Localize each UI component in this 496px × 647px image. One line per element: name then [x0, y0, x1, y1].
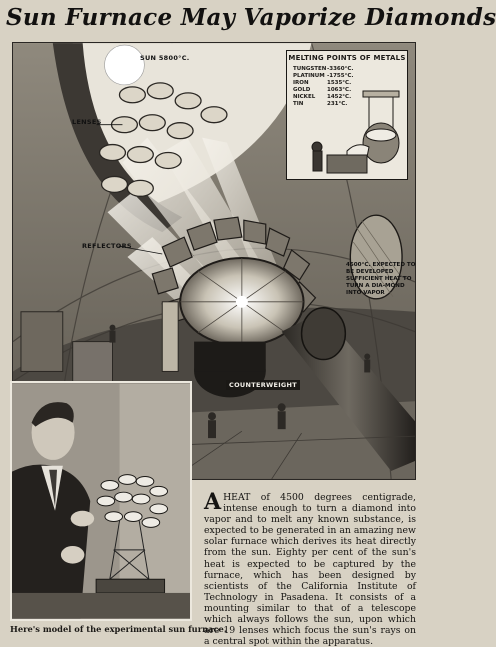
metal-row: NICKEL 1452°C. [293, 94, 352, 100]
metal-row: IRON 1535°C. [293, 80, 352, 86]
temperature-callout: 4500°C. EXPECTED TO BE DEVELOPED SUFFICIENT HEAT TO TURN A DIA-MOND INTO VAPOR [346, 262, 416, 296]
lenses-label: LENSES [72, 118, 102, 126]
drop-cap: A [204, 489, 222, 515]
page-headline: Sun Furnace May Vaporize Diamonds [6, 4, 496, 31]
model-photo [10, 381, 192, 621]
metal-row: GOLD 1063°C. [293, 87, 352, 93]
metal-row: PLATINUM -1755°C. [293, 73, 354, 79]
melting-points-title: MELTING POINTS OF METALS [288, 54, 406, 62]
article-text: HEAT of 4500 degrees centigrade, intense enough to turn a diamond into vapor and to melt any known substance, is expected to be generated in an amazing new solar furnace which derives its heat directly from the sun. Eighty per cent of the sun's heat is expected to be captured by the furnace, which has been designed by scientists of the California Institute of Technology in Pasadena. It consists of a mounting similar to that of a telescope which always follows the sun, upon which are 19 lenses which focus the sun's rays on a central spot within the apparatus. [204, 492, 416, 647]
metal-row: TIN 231°C. [293, 101, 348, 107]
reflectors-label: REFLECTORS [82, 242, 132, 250]
metal-row: TUNGSTEN -3360°C. [293, 66, 354, 72]
melting-points-list [293, 66, 355, 108]
photo-caption: Here's model of the experimental sun furnace. [10, 624, 227, 634]
melting-points-inset [286, 50, 408, 180]
counterweight-label: COUNTERWEIGHT [226, 380, 300, 390]
article-body [204, 489, 416, 647]
sun-label: SUN 5800°C. [140, 54, 190, 62]
sun-disc [105, 45, 145, 85]
